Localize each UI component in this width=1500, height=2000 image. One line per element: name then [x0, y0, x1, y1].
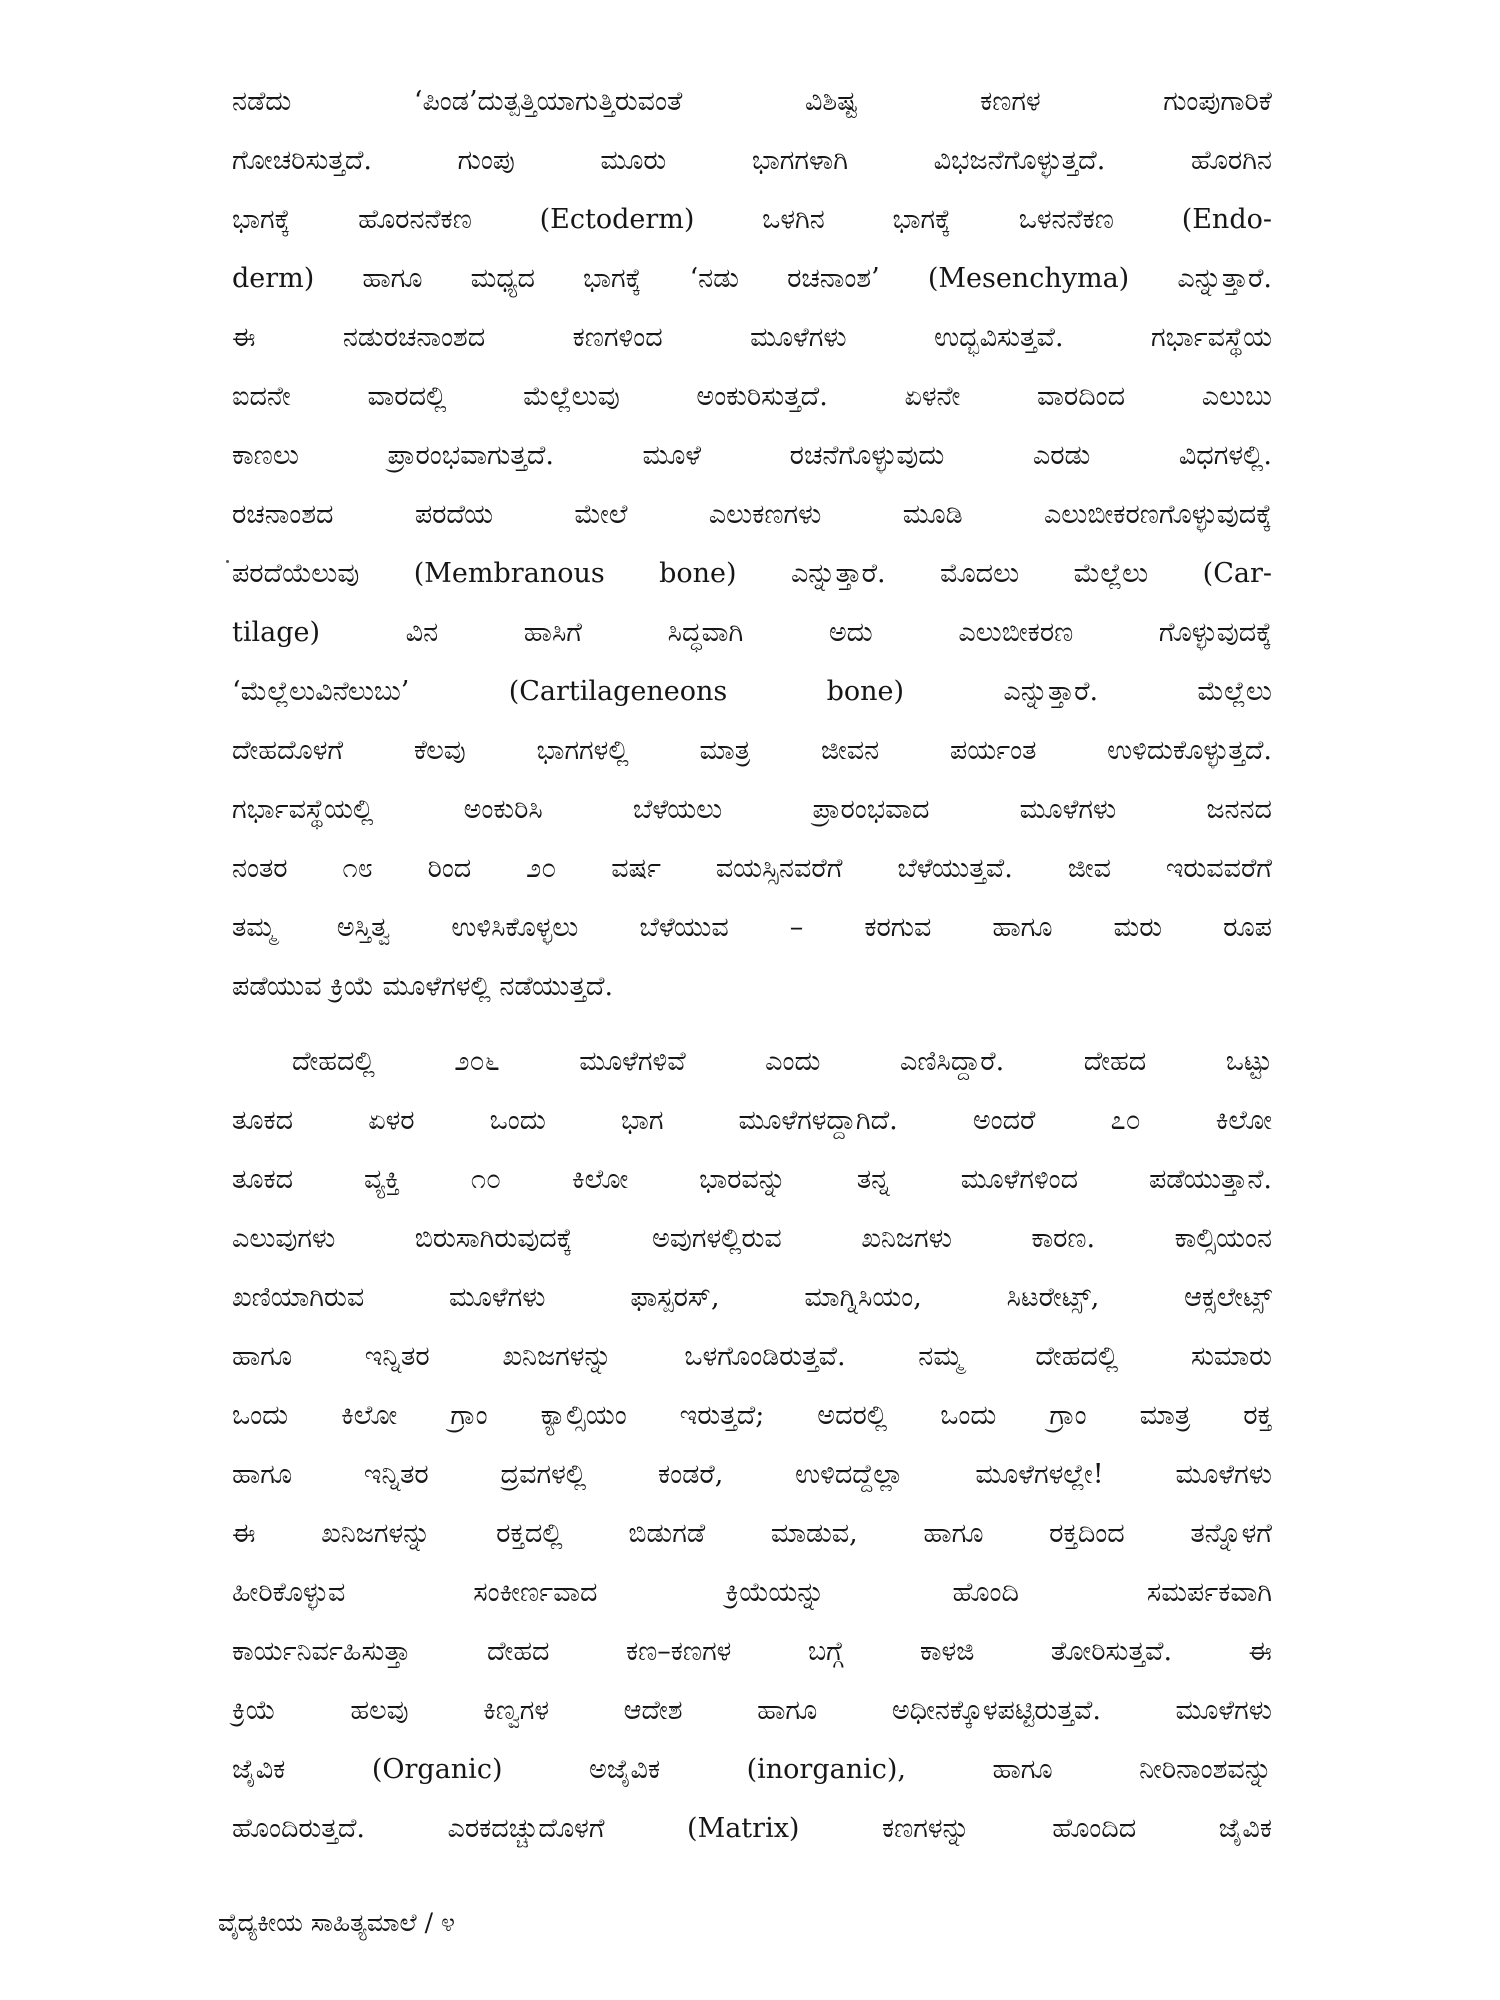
text-line: ದೇಹದಲ್ಲಿ ೨೦೬ ಮೂಳೆಗಳಿವೆ ಎಂದು ಎಣಿಸಿದ್ದಾರೆ. ದೇಹದ ಒಟ್ಟು [292, 1046, 1272, 1077]
text-line: ನಂತರ ೧೮ ರಿಂದ ೨೦ ವರ್ಷ ವಯಸ್ಸಿನವರೆಗೆ ಬೆಳೆಯುತ್ತವೆ. ಜೀವ ಇರುವವರೆಗೆ [232, 853, 1272, 884]
text-line: ತಮ್ಮ ಅಸ್ತಿತ್ವ ಉಳಿಸಿಕೊಳ್ಳಲು ಬೆಳೆಯುವ – ಕರಗುವ ಹಾಗೂ ಮರು ರೂಪ [232, 912, 1272, 943]
text-line: ಕಾಣಲು ಪ್ರಾರಂಭವಾಗುತ್ತದೆ. ಮೂಳೆ ರಚನೆಗೊಳ್ಳುವುದು ಎರಡು ವಿಧಗಳಲ್ಲಿ. [232, 440, 1272, 471]
text-line: ಗೋಚರಿಸುತ್ತದೆ. ಗುಂಪು ಮೂರು ಭಾಗಗಳಾಗಿ ವಿಭಜನೆಗೊಳ್ಳುತ್ತದೆ. ಹೊರಗಿನ [232, 145, 1272, 176]
text-line: tilage) ವಿನ ಹಾಸಿಗೆ ಸಿದ್ಧವಾಗಿ ಅದು ಎಲುಬೀಕರಣ ಗೊಳ್ಳುವುದಕ್ಕೆ [232, 617, 1272, 648]
page-footer [218, 1903, 455, 1943]
text-line: ಕಾರ್ಯನಿರ್ವಹಿಸುತ್ತಾ ದೇಹದ ಕಣ–ಕಣಗಳ ಬಗ್ಗೆ ಕಾಳಜಿ ತೋರಿಸುತ್ತವೆ. ಈ [232, 1636, 1272, 1667]
text-line: ಹಾಗೂ ಇನ್ನಿತರ ದ್ರವಗಳಲ್ಲಿ ಕಂಡರೆ, ಉಳಿದದ್ದೆಲ್ಲಾ ಮೂಳೆಗಳಲ್ಲೇ! ಮೂಳೆಗಳು [232, 1459, 1272, 1490]
footer-page-number: ೪ [441, 1908, 456, 1937]
text-line: ರಚನಾಂಶದ ಪರದೆಯ ಮೇಲೆ ಎಲುಕಣಗಳು ಮೂಡಿ ಎಲುಬೀಕರಣಗೊಳ್ಳುವುದಕ್ಕೆ [232, 499, 1272, 530]
text-line: ಜೈವಿಕ (Organic) ಅಜೈವಿಕ (inorganic), ಹಾಗೂ ನೀರಿನಾಂಶವನ್ನು [232, 1754, 1272, 1785]
text-line: ಹಾಗೂ ಇನ್ನಿತರ ಖನಿಜಗಳನ್ನು ಒಳಗೊಂಡಿರುತ್ತವೆ. ನಮ್ಮ ದೇಹದಲ್ಲಿ ಸುಮಾರು [232, 1341, 1272, 1372]
paragraph-2 [232, 1032, 1272, 1858]
text-line: ಪರದೆಯೆಲುವು (Membranous bone) ಎನ್ನುತ್ತಾರೆ. ಮೊದಲು ಮೆಲ್ಲೆಲು (Car- [232, 558, 1272, 589]
text-line: derm) ಹಾಗೂ ಮಧ್ಯದ ಭಾಗಕ್ಕೆ ‘ನಡು ರಚನಾಂಶ’ (Mesenchyma) ಎನ್ನುತ್ತಾರೆ. [232, 263, 1272, 294]
text-line: ನಡೆದು ‘ಪಿಂಡ’ದುತ್ಪತ್ತಿಯಾಗುತ್ತಿರುವಂತೆ ವಿಶಿಷ್ಟ ಕಣಗಳ ಗುಂಪುಗಾರಿಕೆ [232, 86, 1272, 117]
text-line: ಗರ್ಭಾವಸ್ಥೆಯಲ್ಲಿ ಅಂಕುರಿಸಿ ಬೆಳೆಯಲು ಪ್ರಾರಂಭವಾದ ಮೂಳೆಗಳು ಜನನದ [232, 794, 1272, 825]
paragraph-1 [232, 72, 1272, 1016]
footer-series-title: ವೈದ್ಯಕೀಯ ಸಾಹಿತ್ಯಮಾಲೆ [218, 1908, 417, 1937]
margin-speck [226, 560, 229, 563]
text-line: ಕ್ರಿಯೆ ಹಲವು ಕಿಣ್ವಗಳ ಆದೇಶ ಹಾಗೂ ಅಧೀನಕ್ಕೊಳಪಟ್ಟಿರುತ್ತವೆ. ಮೂಳೆಗಳು [232, 1695, 1272, 1726]
text-line: ದೇಹದೊಳಗೆ ಕೆಲವು ಭಾಗಗಳಲ್ಲಿ ಮಾತ್ರ ಜೀವನ ಪರ್ಯಂತ ಉಳಿದುಕೊಳ್ಳುತ್ತದೆ. [232, 735, 1272, 766]
text-line: ತೂಕದ ವ್ಯಕ್ತಿ ೧೦ ಕಿಲೋ ಭಾರವನ್ನು ತನ್ನ ಮೂಳೆಗಳಿಂದ ಪಡೆಯುತ್ತಾನೆ. [232, 1164, 1272, 1195]
text-line: ಹೀರಿಕೊಳ್ಳುವ ಸಂಕೀರ್ಣವಾದ ಕ್ರಿಯೆಯನ್ನು ಹೊಂದಿ ಸಮರ್ಪಕವಾಗಿ [232, 1577, 1272, 1608]
text-line: ಈ ಖನಿಜಗಳನ್ನು ರಕ್ತದಲ್ಲಿ ಬಿಡುಗಡೆ ಮಾಡುವ, ಹಾಗೂ ರಕ್ತದಿಂದ ತನ್ನೊಳಗೆ [232, 1518, 1272, 1549]
paragraph-spacer [232, 1016, 1272, 1032]
footer-separator: / [424, 1908, 434, 1937]
page-body [232, 72, 1272, 1858]
text-line: ಖಣಿಯಾಗಿರುವ ಮೂಳೆಗಳು ಫಾಸ್ಪರಸ್, ಮಾಗ್ನಿಸಿಯಂ, ಸಿಟರೇಟ್ಸ್, ಆಕ್ಸಲೇಟ್ಸ್ [232, 1282, 1272, 1313]
text-line: ಒಂದು ಕಿಲೋ ಗ್ರಾಂ ಕ್ಯಾಲ್ಸಿಯಂ ಇರುತ್ತದೆ; ಅದರಲ್ಲಿ ಒಂದು ಗ್ರಾಂ ಮಾತ್ರ ರಕ್ತ [232, 1400, 1272, 1431]
text-line: ಹೊಂದಿರುತ್ತದೆ. ಎರಕದಚ್ಚುದೊಳಗೆ (Matrix) ಕಣಗಳನ್ನು ಹೊಂದಿದ ಜೈವಿಕ [232, 1813, 1272, 1844]
text-line: ‘ಮೆಲ್ಲೆಲುವಿನೆಲುಬು’ (Cartilageneons bone) ಎನ್ನುತ್ತಾರೆ. ಮೆಲ್ಲೆಲು [232, 676, 1272, 707]
text-line: ಈ ನಡುರಚನಾಂಶದ ಕಣಗಳಿಂದ ಮೂಳೆಗಳು ಉದ್ಭವಿಸುತ್ತವೆ. ಗರ್ಭಾವಸ್ಥೆಯ [232, 322, 1272, 353]
text-line: ತೂಕದ ಏಳರ ಒಂದು ಭಾಗ ಮೂಳೆಗಳದ್ದಾಗಿದೆ. ಅಂದರೆ ೭೦ ಕಿಲೋ [232, 1105, 1272, 1136]
text-line: ಐದನೇ ವಾರದಲ್ಲಿ ಮೆಲ್ಲೆಲುವು ಅಂಕುರಿಸುತ್ತದೆ. ಏಳನೇ ವಾರದಿಂದ ಎಲುಬು [232, 381, 1272, 412]
text-line: ಭಾಗಕ್ಕೆ ಹೊರನನೆಕಣ (Ectoderm) ಒಳಗಿನ ಭಾಗಕ್ಕೆ ಒಳನನೆಕಣ (Endo- [232, 204, 1272, 235]
text-line: ಪಡೆಯುವ ಕ್ರಿಯೆ ಮೂಳೆಗಳಲ್ಲಿ ನಡೆಯುತ್ತದೆ. [232, 971, 614, 1002]
text-line: ಎಲುವುಗಳು ಬಿರುಸಾಗಿರುವುದಕ್ಕೆ ಅವುಗಳಲ್ಲಿರುವ ಖನಿಜಗಳು ಕಾರಣ. ಕಾಲ್ಸಿಯಂನ [232, 1223, 1272, 1254]
